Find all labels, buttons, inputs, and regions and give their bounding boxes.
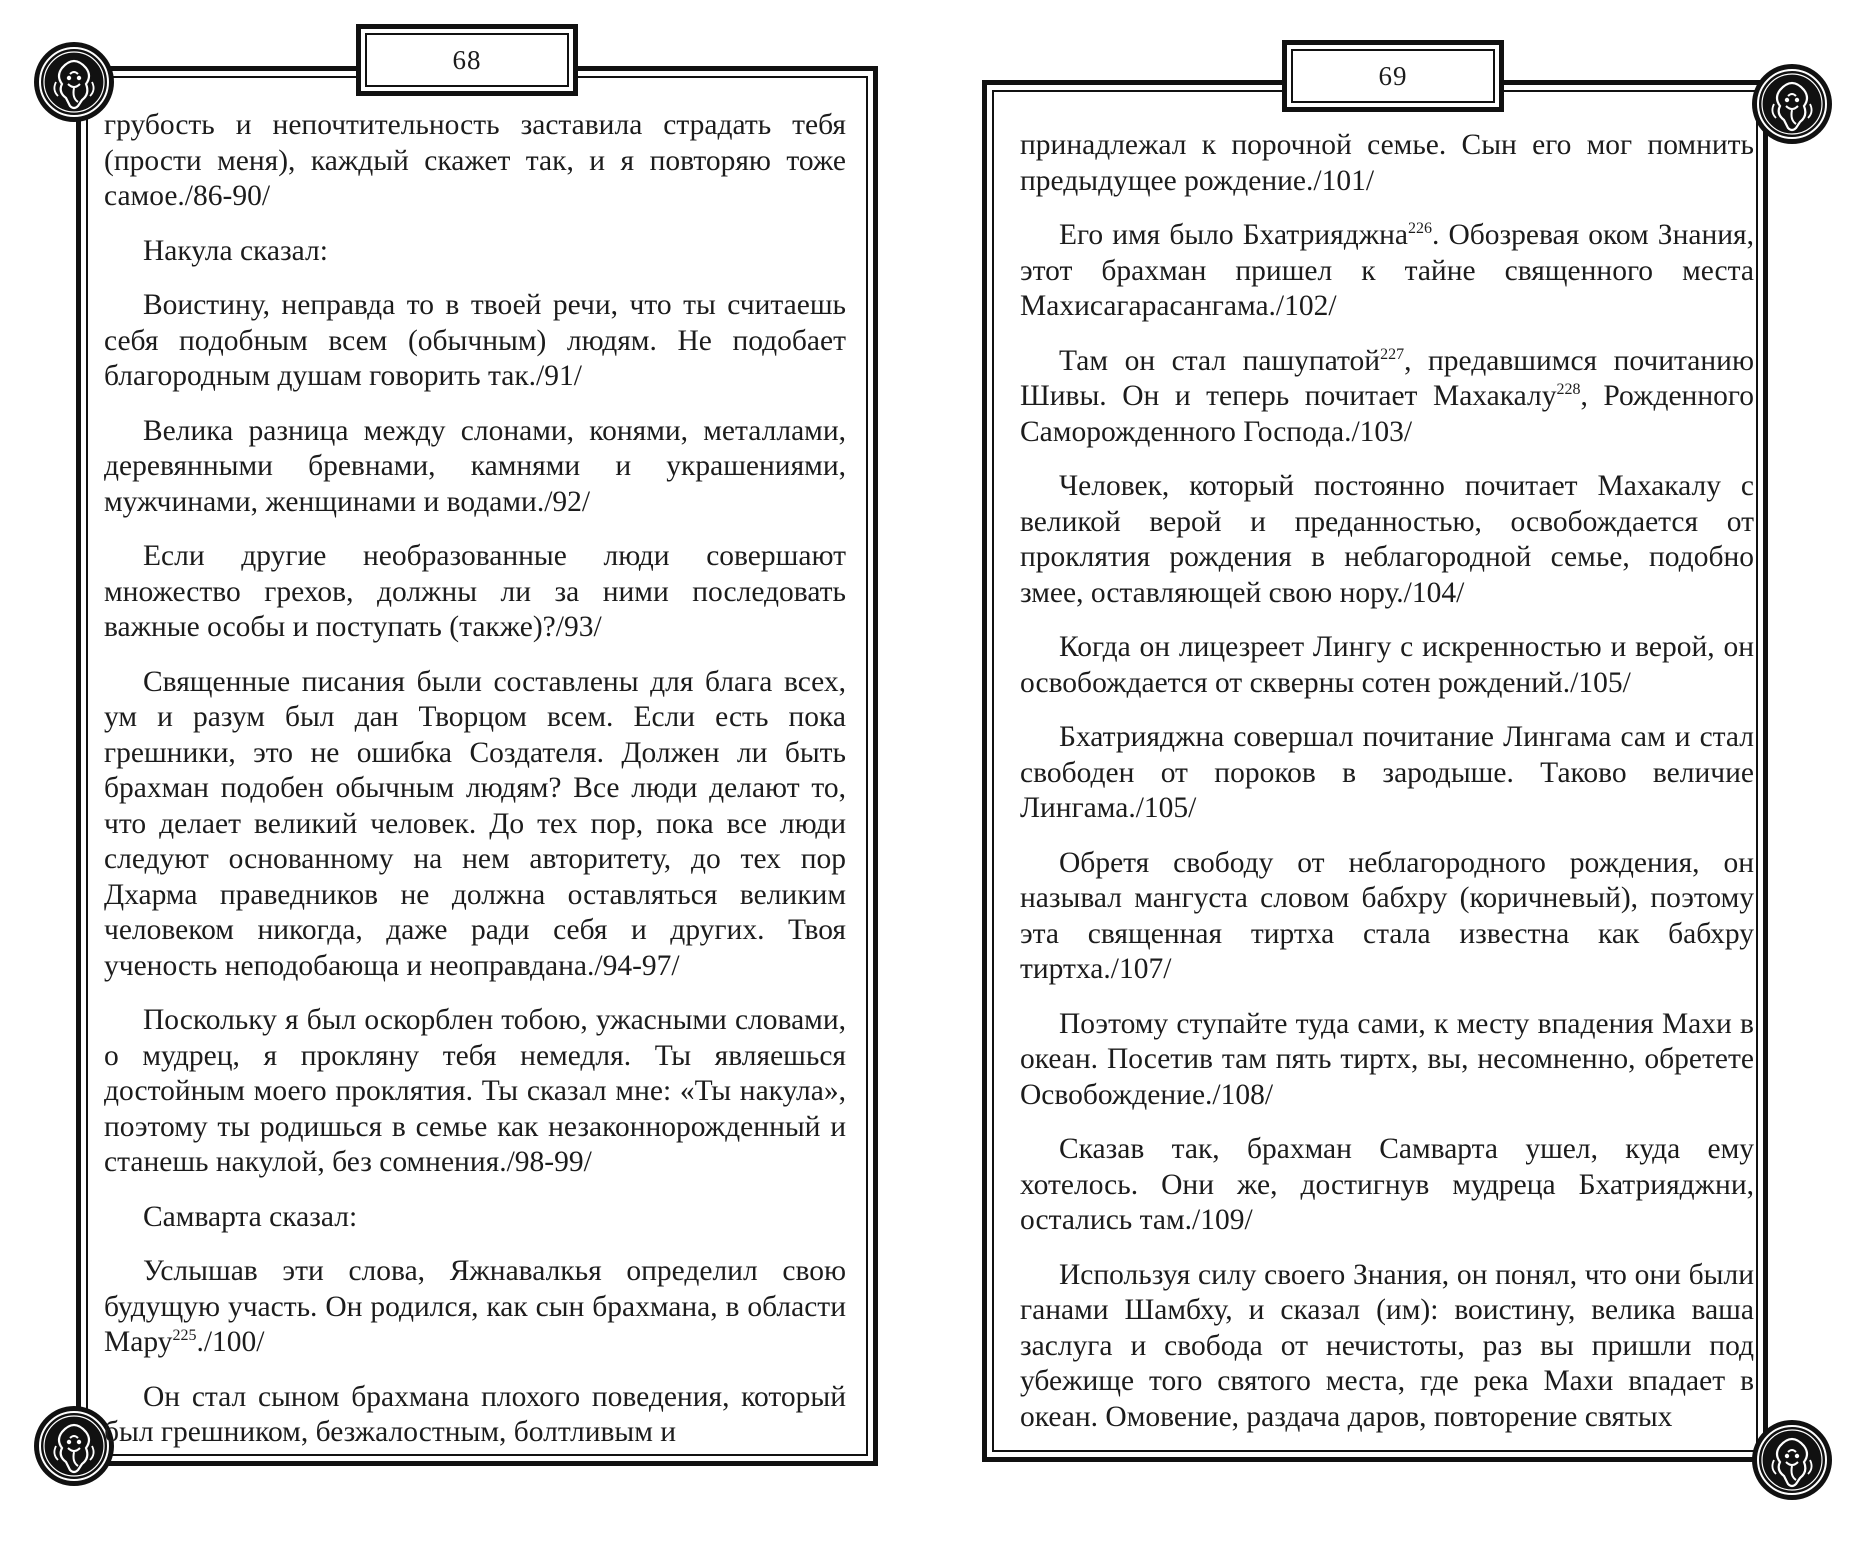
paragraph-text: Сказав так, брахман Самварта ушел, куда ему хотелось. Они же, достигнув мудреца Бхатрияджни, остались там./109/ <box>1020 1133 1754 1236</box>
right-page-number-box <box>1282 40 1504 112</box>
paragraph-text: . Обозревая оком Знания, этот брахман пришел к тайне священного места Махисагарасангама./102/ <box>1020 219 1754 322</box>
footnote-marker: 227 <box>1380 345 1405 363</box>
paragraph-text: Его имя было Бхатрияджна <box>1059 219 1408 251</box>
paragraph <box>1020 344 1754 451</box>
paragraph-text: Воистину, неправда то в твоей речи, что ты считаешь себя подобным всем (обычным) людям. Не подобает благородным душам говорить так./91/ <box>104 289 846 392</box>
paragraph <box>1020 720 1754 827</box>
right-page-body <box>1020 128 1754 1454</box>
left-page-number-box <box>356 24 578 96</box>
paragraph-text: грубость и непочтительность заставила страдать тебя (прости меня), каждый скажет так, и я повторяю тоже самое./86-90/ <box>104 109 846 212</box>
paragraph <box>104 234 846 270</box>
paragraph-text: Там он стал пашупатой <box>1059 344 1381 377</box>
paragraph-text: Поскольку я был оскорблен тобою, ужасными словами, о мудрец, я прокляну тебя немедля. Ты являешься достойным моего проклятия. Ты сказал мне: «Ты накула», поэтому ты родишься в семье как незаконнорожденный и станешь накулой, без сомнения./98-99/ <box>104 1004 846 1178</box>
paragraph <box>1020 469 1754 611</box>
left-page-body <box>104 108 846 1470</box>
paragraph-text: Если другие необразованные люди совершают множество грехов, должны ли за ними последовать важные особы и поступать (также)?/93/ <box>104 540 846 643</box>
paragraph <box>104 1380 846 1451</box>
paragraph <box>104 1003 846 1181</box>
paragraph-text: Услышав эти слова, Яжнавалкья определил свою будущую участь. Он родился, как сын брахмана, в области Мару <box>104 1255 846 1358</box>
ganesha-emblem-icon <box>1750 1418 1834 1502</box>
paragraph-text: ./100/ <box>196 1326 265 1358</box>
paragraph-text: Он стал сыном брахмана плохого поведения, который был грешником, безжалостным, болтливым и <box>104 1380 846 1448</box>
footnote-marker: 225 <box>172 1327 197 1344</box>
paragraph <box>1020 218 1754 325</box>
paragraph <box>104 1254 846 1361</box>
paragraph-text: принадлежал к порочной семье. Сын его мог помнить предыдущее рождение./101/ <box>1020 129 1754 197</box>
paragraph-text: Накула сказал: <box>143 234 328 267</box>
ganesha-emblem-icon <box>1750 62 1834 146</box>
paragraph <box>104 1200 846 1236</box>
footnote-marker: 228 <box>1556 381 1581 398</box>
paragraph-text: Человек, который постоянно почитает Махакалу с великой верой и преданностью, освобождается от проклятия рождения в неблагородной семье, подобно змее, оставляющей свою нору./104/ <box>1020 470 1754 609</box>
paragraph-text: Велика разница между слонами, конями, металлами, деревянными бревнами, камнями и украшениями, мужчинами, женщинами и водами./92/ <box>104 414 846 518</box>
paragraph <box>1020 1258 1754 1436</box>
paragraph <box>104 414 846 521</box>
paragraph-text: Поэтому ступайте туда сами, к месту впадения Махи в океан. Посетив там пять тиртх, вы, несомненно, обретете Освобождение./108/ <box>1020 1007 1754 1111</box>
paragraph-text: Бхатрияджна совершал почитание Лингама сам и стал свободен от пороков в зародыше. Таково величие Лингама./105/ <box>1020 721 1754 824</box>
paragraph <box>1020 1132 1754 1239</box>
paragraph <box>104 539 846 646</box>
paragraph <box>1020 630 1754 701</box>
paragraph <box>1020 128 1754 199</box>
paragraph-text: Самварта сказал: <box>143 1200 358 1233</box>
paragraph-text: Используя силу своего Знания, он понял, что они были ганами Шамбху, и сказал (им): воистину, велика ваша заслуга и свобода от нечистоты, раз вы пришли под убежище того святого места, где река Махи впадает в океан. Омовение, раздача даров, повторение святых <box>1020 1258 1754 1433</box>
left-page-number: 68 <box>452 44 482 75</box>
paragraph <box>1020 1007 1754 1114</box>
paragraph-text: , Рожденного Саморожденного Господа./103/ <box>1020 380 1754 448</box>
paragraph-text: Когда он лицезреет Лингу с искренностью и верой, он освобождается от скверны сотен рождений./105/ <box>1020 631 1754 699</box>
right-page-number: 69 <box>1378 60 1408 91</box>
paragraph-text: , предавшимся почитанию Шивы. Он и теперь почитает Махакалу <box>1020 344 1754 412</box>
paragraph <box>104 288 846 395</box>
paragraph <box>104 108 846 215</box>
paragraph-text: Священные писания были составлены для блага всех, ум и разум был дан Творцом всем. Если есть пока грешники, это не ошибка Создателя. Должен ли быть брахман подобен обычным людям? Все люди делают то, что делает великий человек. До тех пор, пока все люди следуют основанному на нем авторитету, до тех пор Дхарма праведников не должна оставляться великим человеком никогда, даже ради себя и других. Твоя ученость неподобающа и неоправдана./94-97/ <box>104 665 846 982</box>
paragraph <box>104 665 846 985</box>
paragraph-text: Обретя свободу от неблагородного рождения, он называл мангуста словом бабхру (коричневый), поэтому эта священная тиртха стала известна как бабхру тиртха./107/ <box>1020 846 1754 985</box>
footnote-marker: 226 <box>1407 220 1432 237</box>
paragraph <box>1020 846 1754 988</box>
